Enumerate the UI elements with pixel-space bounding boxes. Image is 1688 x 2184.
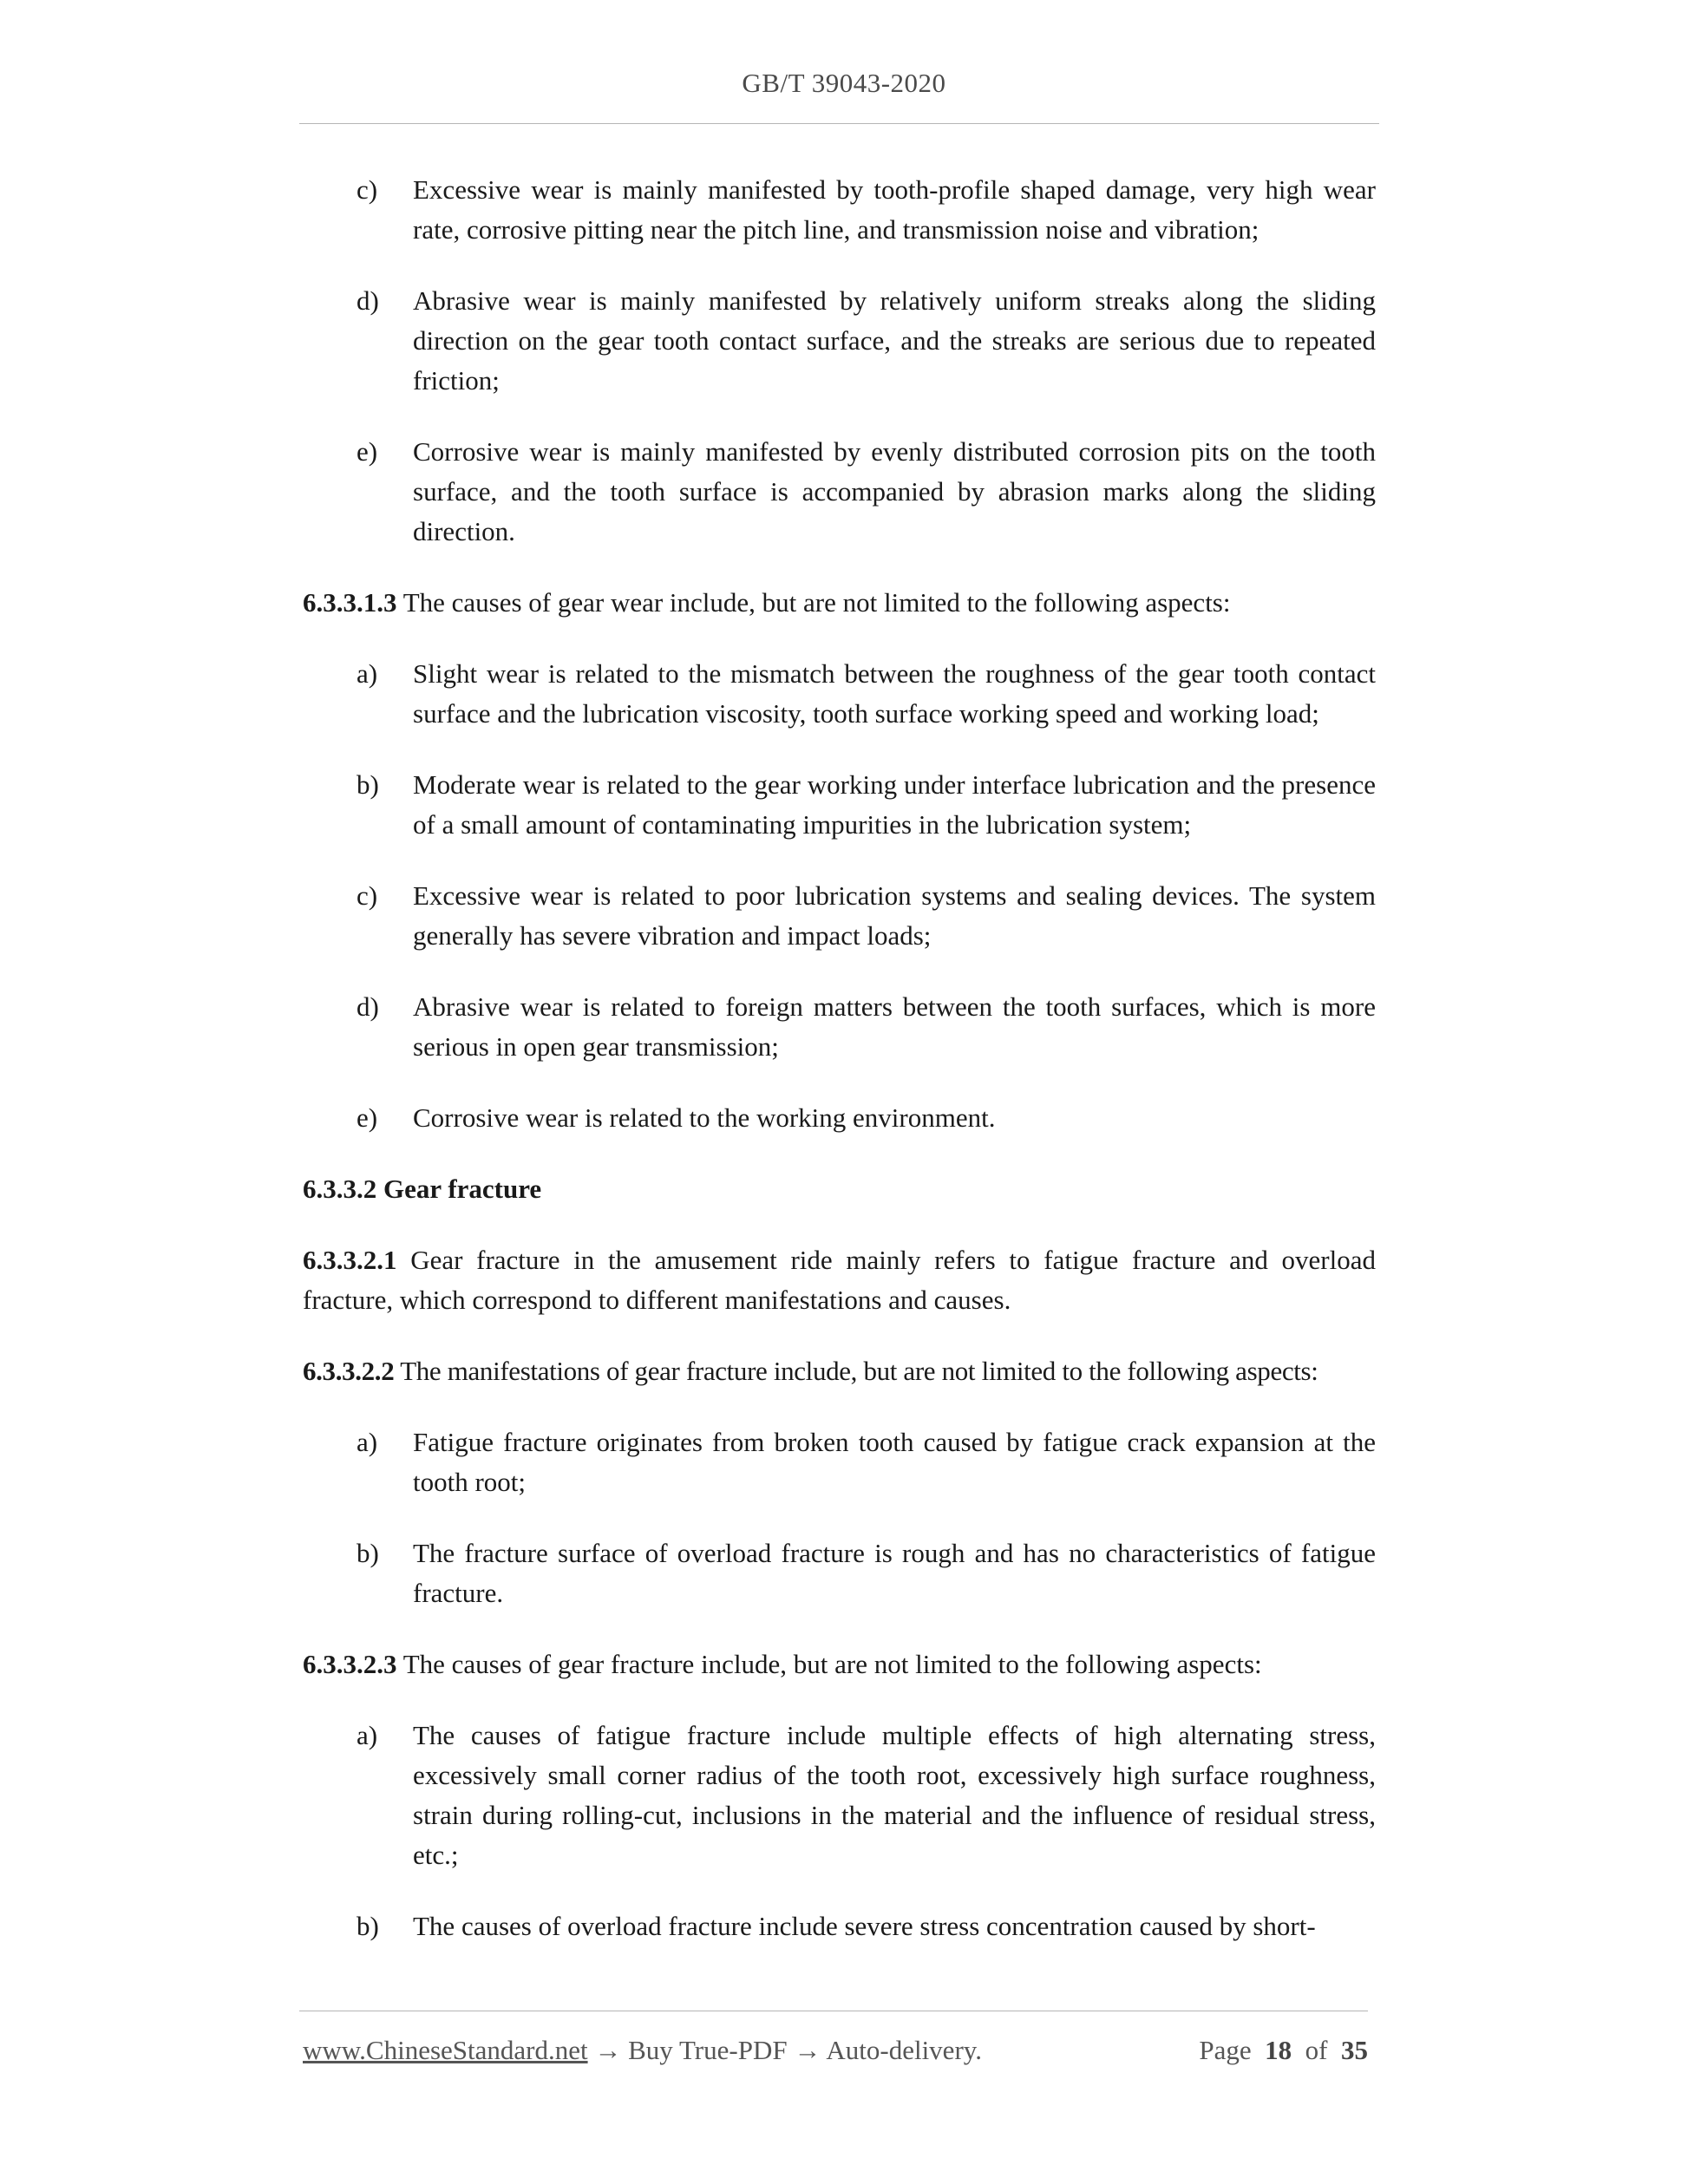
- list-marker: a): [357, 1427, 378, 1457]
- list-marker: b): [357, 769, 379, 800]
- list-marker: d): [357, 285, 379, 316]
- footer-promo-text: → Buy True-PDF → Auto-delivery.: [587, 2035, 982, 2065]
- section-heading-text: 6.3.3.2 Gear fracture: [303, 1174, 542, 1204]
- section-heading-gear-fracture: [303, 1169, 1376, 1209]
- list-marker: c): [357, 174, 378, 205]
- website-link[interactable]: www.ChineseStandard.net: [303, 2035, 588, 2065]
- list-item-text: The fracture surface of overload fracture is rough and has no characteristics of fatigue fracture.: [413, 1538, 1376, 1608]
- footer-promo: [303, 2030, 982, 2070]
- list-marker: a): [357, 658, 378, 689]
- list-item: [303, 1716, 1376, 1875]
- current-page-number: 18: [1265, 2035, 1292, 2065]
- clause-text: The manifestations of gear fracture include, but are not limited to the following aspects:: [394, 1356, 1318, 1386]
- list-item: [303, 281, 1376, 401]
- clause-text: Gear fracture in the amusement ride mainly refers to fatigue fracture and overload fracture, which correspond to different manifestations and causes.: [303, 1245, 1376, 1315]
- list-item: [303, 654, 1376, 734]
- list-marker: e): [357, 436, 378, 467]
- list-item-text: Fatigue fracture originates from broken tooth caused by fatigue crack expansion at the tooth root;: [413, 1427, 1376, 1497]
- list-item-text: The causes of overload fracture include severe stress concentration caused by short-: [413, 1911, 1316, 1941]
- list-item: [303, 432, 1376, 552]
- list-item-text: Corrosive wear is related to the working environment.: [413, 1102, 996, 1133]
- list-item: [303, 1422, 1376, 1502]
- page-indicator: [1199, 2030, 1368, 2070]
- list-marker: a): [357, 1720, 378, 1750]
- list-item-text: Excessive wear is mainly manifested by tooth-profile shaped damage, very high wear rate, corrosive pitting near the pitch line, and transmission noise and vibration;: [413, 174, 1376, 245]
- list-marker: b): [357, 1911, 379, 1941]
- clause-6-3-3-2-1: [303, 1240, 1376, 1320]
- page-content: [303, 170, 1376, 1978]
- document-header-title: GB/T 39043-2020: [742, 68, 946, 98]
- list-marker: e): [357, 1102, 378, 1133]
- list-item: [303, 987, 1376, 1067]
- list-item-text: Abrasive wear is mainly manifested by relatively uniform streaks along the sliding direction on the gear tooth contact surface, and the streaks are serious due to repeated friction;: [413, 285, 1376, 396]
- list-item-text: Abrasive wear is related to foreign matters between the tooth surfaces, which is more serious in open gear transmission;: [413, 991, 1376, 1062]
- list-item: [303, 765, 1376, 845]
- list-item: [303, 1098, 1376, 1138]
- list-item: [303, 1906, 1376, 1946]
- list-marker: c): [357, 880, 378, 911]
- list-marker: b): [357, 1538, 379, 1568]
- list-item-text: The causes of fatigue fracture include multiple effects of high alternating stress, excessively small corner radius of the tooth root, excessively high surface roughness, strain during rolling-cut, inclusions in the material and the influence of residual stress, etc.;: [413, 1720, 1376, 1870]
- clause-number: 6.3.3.2.1: [303, 1245, 397, 1275]
- of-label: of: [1305, 2035, 1328, 2065]
- clause-text: The causes of gear wear include, but are not limited to the following aspects:: [396, 587, 1231, 618]
- clause-number: 6.3.3.2.3: [303, 1649, 397, 1679]
- list-item: [303, 876, 1376, 956]
- list-marker: d): [357, 991, 379, 1022]
- clause-number: 6.3.3.1.3: [303, 587, 397, 618]
- list-item: [303, 1533, 1376, 1613]
- clause-6-3-3-1-3: [303, 583, 1376, 623]
- clause-number: 6.3.3.2.2: [303, 1356, 395, 1386]
- list-item-text: Moderate wear is related to the gear working under interface lubrication and the presence of a small amount of contaminating impurities in the lubrication system;: [413, 769, 1376, 840]
- clause-text: The causes of gear fracture include, but are not limited to the following aspects:: [396, 1649, 1262, 1679]
- clause-6-3-3-2-2: [303, 1351, 1376, 1391]
- total-pages-number: 35: [1341, 2035, 1368, 2065]
- header-divider: [299, 123, 1379, 124]
- page-label: Page: [1199, 2035, 1252, 2065]
- list-item-text: Slight wear is related to the mismatch between the roughness of the gear tooth contact surface and the lubrication viscosity, tooth surface working speed and working load;: [413, 658, 1376, 729]
- list-item-text: Excessive wear is related to poor lubrication systems and sealing devices. The system generally has severe vibration and impact loads;: [413, 880, 1376, 951]
- list-item-text: Corrosive wear is mainly manifested by evenly distributed corrosion pits on the tooth surface, and the tooth surface is accompanied by abrasion marks along the sliding direction.: [413, 436, 1376, 546]
- clause-6-3-3-2-3: [303, 1645, 1376, 1684]
- list-item: [303, 170, 1376, 250]
